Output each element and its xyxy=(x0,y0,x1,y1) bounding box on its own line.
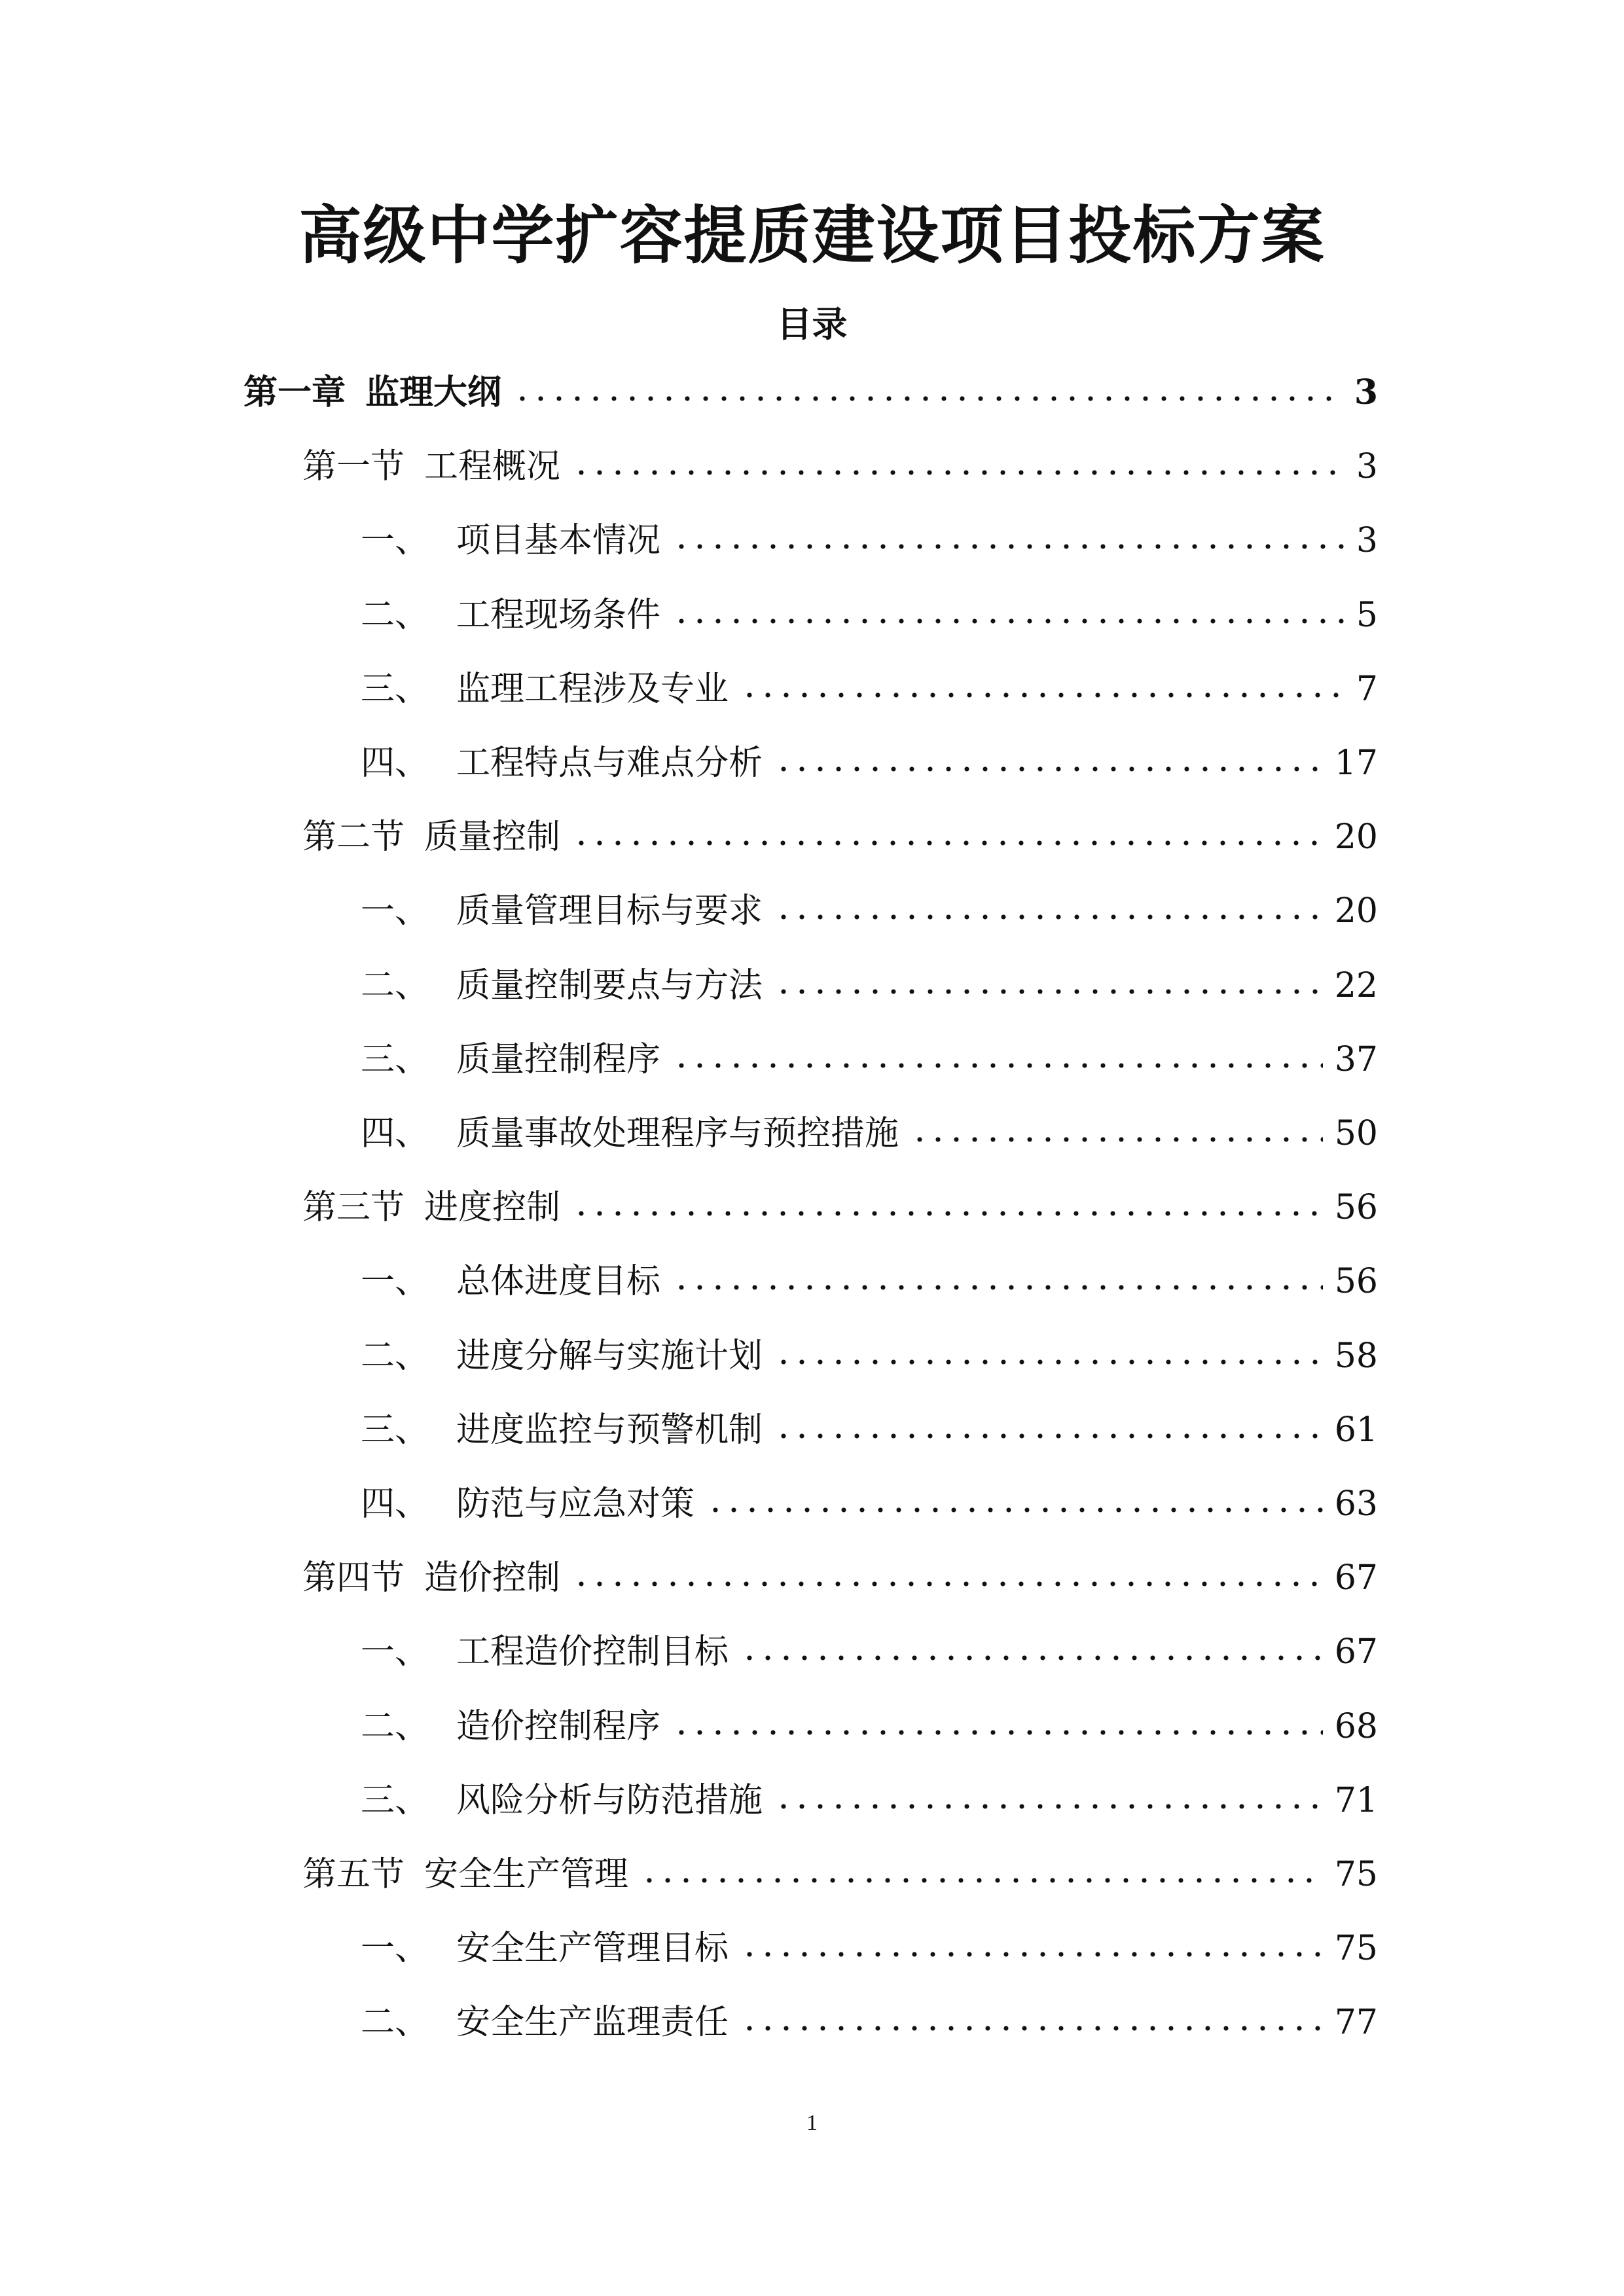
toc-entry-number: 第二节 xyxy=(302,817,405,857)
toc-entry[interactable] xyxy=(302,808,1378,867)
toc-entry-number: 第五节 xyxy=(302,1855,405,1894)
toc-entry-page: 3 xyxy=(1354,372,1378,412)
toc-dot-leader xyxy=(774,766,1323,772)
toc-entry-number: 一、 xyxy=(361,1262,429,1302)
toc-dot-leader xyxy=(774,914,1323,920)
toc-entry-number: 二、 xyxy=(361,965,429,1005)
toc-entry-title: 质量管理目标与要求 xyxy=(456,891,763,931)
toc-entry-page: 37 xyxy=(1334,1039,1378,1079)
toc-dot-leader xyxy=(740,692,1344,698)
toc-heading: 目录 xyxy=(776,303,848,345)
toc-entry-number: 二、 xyxy=(361,595,429,635)
toc-entry[interactable] xyxy=(361,1475,1378,1534)
toc-entry-number: 二、 xyxy=(361,1706,429,1746)
toc-entry-title: 安全生产监理责任 xyxy=(456,2003,729,2043)
toc-entry-page: 50 xyxy=(1334,1114,1378,1153)
toc-entry-number: 二、 xyxy=(361,1336,429,1376)
toc-entry-number: 四、 xyxy=(361,1484,429,1524)
toc-dot-leader xyxy=(672,1729,1323,1736)
toc-entry-page: 7 xyxy=(1356,669,1378,709)
toc-entry-page: 56 xyxy=(1334,1262,1378,1302)
toc-entry-title: 进度控制 xyxy=(424,1188,561,1228)
toc-entry[interactable] xyxy=(361,1327,1378,1386)
toc-entry[interactable] xyxy=(361,586,1378,645)
toc-entry-number: 一、 xyxy=(361,891,429,931)
toc-entry-page: 68 xyxy=(1334,1706,1378,1746)
toc-entry-number: 三、 xyxy=(361,669,429,709)
toc-entry-page: 5 xyxy=(1356,595,1378,635)
toc-entry[interactable] xyxy=(361,1697,1378,1756)
toc-dot-leader xyxy=(740,2025,1323,2032)
toc-entry-title: 工程概况 xyxy=(424,447,561,487)
toc-entry[interactable] xyxy=(361,1401,1378,1460)
toc-entry[interactable] xyxy=(361,1623,1378,1681)
toc-entry-number: 三、 xyxy=(361,1039,429,1079)
toc-entry-page: 58 xyxy=(1334,1336,1378,1376)
toc-dot-leader xyxy=(774,1359,1323,1365)
toc-entry-page: 67 xyxy=(1334,1558,1378,1598)
toc-dot-leader xyxy=(774,988,1323,995)
page-number: 1 xyxy=(806,2111,818,2135)
toc-entry-title: 防范与应急对策 xyxy=(456,1484,695,1524)
toc-entry-number: 第四节 xyxy=(302,1558,405,1598)
toc-entry[interactable] xyxy=(302,1549,1378,1607)
document-title: 高级中学扩容提质建设项目投标方案 xyxy=(298,198,1326,272)
toc-entry[interactable] xyxy=(361,1771,1378,1830)
toc-entry[interactable] xyxy=(361,1030,1378,1089)
toc-entry-title: 安全生产管理目标 xyxy=(456,1929,729,1969)
toc-dot-leader xyxy=(572,1210,1323,1217)
toc-entry-title: 造价控制 xyxy=(424,1558,561,1598)
toc-dot-leader xyxy=(911,1136,1323,1143)
toc-dot-leader xyxy=(672,543,1344,550)
toc-entry[interactable] xyxy=(361,1252,1378,1311)
toc-entry-number: 一、 xyxy=(361,521,429,561)
toc-entry-title: 质量控制 xyxy=(424,817,561,857)
toc-entry-number: 四、 xyxy=(361,744,429,783)
toc-entry-page: 56 xyxy=(1334,1188,1378,1228)
toc-entry[interactable] xyxy=(361,1993,1378,2052)
toc-entry-page: 61 xyxy=(1334,1410,1378,1450)
toc-entry-title: 工程现场条件 xyxy=(456,595,661,635)
toc-dot-leader xyxy=(672,1062,1323,1069)
toc-entry[interactable] xyxy=(302,437,1378,496)
toc-dot-leader xyxy=(774,1803,1323,1810)
toc-dot-leader xyxy=(572,840,1323,846)
toc-entry-number: 一、 xyxy=(361,1929,429,1969)
toc-entry-page: 3 xyxy=(1356,521,1378,561)
toc-entry-number: 二、 xyxy=(361,2003,429,2043)
toc-entry-title: 工程造价控制目标 xyxy=(456,1632,729,1672)
toc-dot-leader xyxy=(640,1877,1323,1884)
toc-entry-title: 造价控制程序 xyxy=(456,1706,661,1746)
toc-entry-page: 17 xyxy=(1334,744,1378,783)
toc-entry[interactable] xyxy=(302,1178,1378,1237)
toc-entry-page: 20 xyxy=(1334,891,1378,931)
toc-entry[interactable] xyxy=(302,1845,1378,1904)
toc-entry[interactable] xyxy=(361,660,1378,719)
toc-entry[interactable] xyxy=(361,734,1378,793)
toc-dot-leader xyxy=(672,618,1344,624)
toc-entry-number: 三、 xyxy=(361,1780,429,1820)
toc-entry-title: 项目基本情况 xyxy=(456,521,661,561)
toc-entry[interactable] xyxy=(361,882,1378,941)
toc-entry-title: 监理工程涉及专业 xyxy=(456,669,729,709)
toc-entry-page: 67 xyxy=(1334,1632,1378,1672)
toc-entry-title: 质量控制程序 xyxy=(456,1039,661,1079)
toc-entry-number: 第三节 xyxy=(302,1188,405,1228)
toc-entry-number: 三、 xyxy=(361,1410,429,1450)
toc-entry-title: 进度监控与预警机制 xyxy=(456,1410,763,1450)
toc-entry-page: 22 xyxy=(1334,965,1378,1005)
toc-entry[interactable] xyxy=(244,363,1378,422)
toc-entry-page: 63 xyxy=(1334,1484,1378,1524)
toc-entry-number: 第一节 xyxy=(302,447,405,487)
toc-entry-title: 质量控制要点与方法 xyxy=(456,965,763,1005)
toc-entry-page: 77 xyxy=(1334,2003,1378,2043)
toc-entry-title: 质量事故处理程序与预控措施 xyxy=(456,1114,899,1153)
toc-entry-page: 75 xyxy=(1334,1929,1378,1969)
toc-entry-title: 工程特点与难点分析 xyxy=(456,744,763,783)
toc-entry-page: 71 xyxy=(1334,1780,1378,1820)
toc-entry-title: 总体进度目标 xyxy=(456,1262,661,1302)
toc-entry-page: 3 xyxy=(1356,447,1378,487)
toc-dot-leader xyxy=(740,1951,1323,1958)
toc-entry-number: 第一章 xyxy=(244,372,346,412)
toc-dot-leader xyxy=(740,1655,1323,1661)
toc-dot-leader xyxy=(513,395,1343,402)
toc-entry[interactable] xyxy=(361,511,1378,570)
toc-entry-title: 安全生产管理 xyxy=(424,1855,629,1894)
toc-dot-leader xyxy=(572,469,1344,476)
toc-entry-title: 进度分解与实施计划 xyxy=(456,1336,763,1376)
toc-entry-number: 四、 xyxy=(361,1114,429,1153)
toc-entry-title: 风险分析与防范措施 xyxy=(456,1780,763,1820)
toc-entry[interactable] xyxy=(361,1104,1378,1163)
toc-dot-leader xyxy=(672,1284,1323,1291)
toc-entry[interactable] xyxy=(361,956,1378,1015)
toc-dot-leader xyxy=(572,1581,1323,1587)
toc-entry-page: 20 xyxy=(1334,817,1378,857)
toc-dot-leader xyxy=(774,1433,1323,1439)
toc-entry[interactable] xyxy=(361,1919,1378,1978)
toc-entry-page: 75 xyxy=(1334,1855,1378,1894)
toc-entry-title: 监理大纲 xyxy=(365,372,502,412)
toc-entry-number: 一、 xyxy=(361,1632,429,1672)
toc-dot-leader xyxy=(706,1507,1323,1513)
